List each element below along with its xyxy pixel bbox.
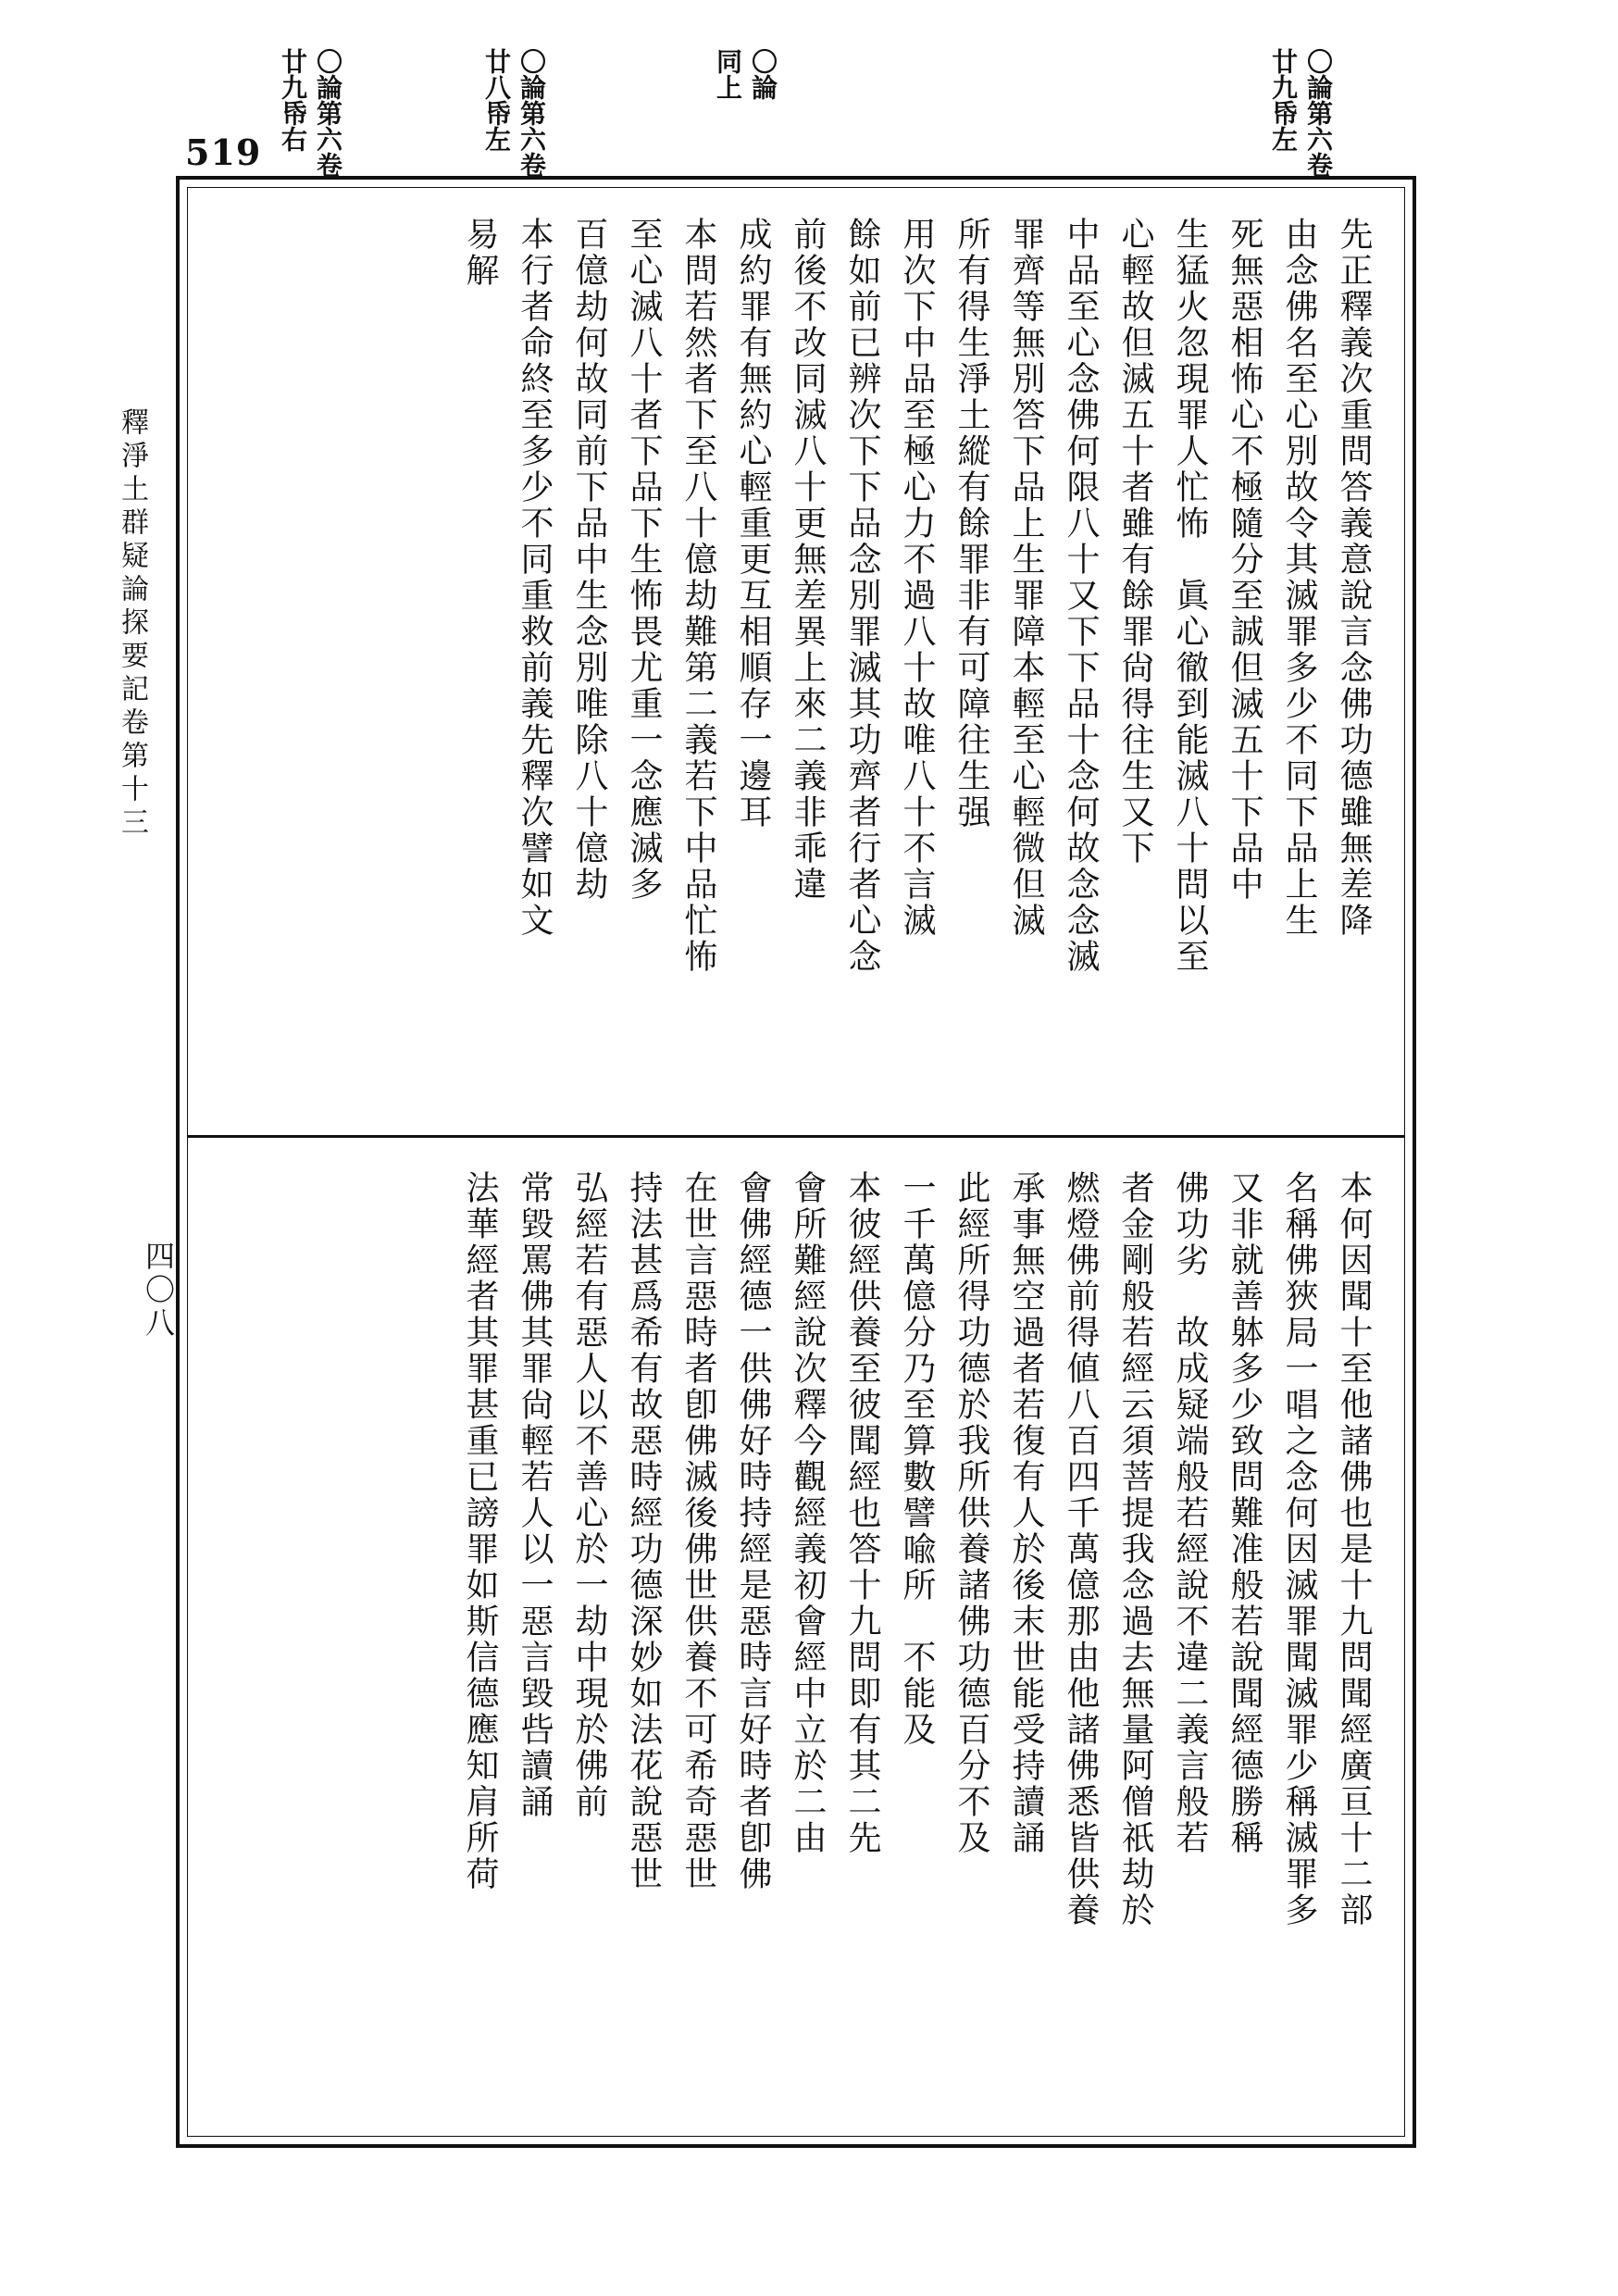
text-column: 所有得生淨土縱有餘罪非有可障往生强	[952, 217, 990, 830]
running-title: 釋淨土群疑論探要記卷第十三	[116, 407, 148, 841]
text-column: 承事無空過者若復有人於後末世能受持讀誦	[1007, 1170, 1045, 1856]
text-column: 死無惡相怖心不極隨分至誠但滅五十下品中	[1226, 217, 1263, 903]
text-column: 持法甚爲希有故惡時經功德深妙如法花說惡世	[625, 1170, 663, 1892]
text-column: 由念佛名至心別故令其滅罪多少不同下品上生	[1280, 217, 1318, 939]
text-column: 弘經若有惡人以不善心於一劫中現於佛前	[570, 1170, 608, 1820]
text-column: 此經所得功德於我所供養諸佛功德百分不及	[952, 1170, 990, 1856]
text-column: 成約罪有無約心輕重更互相順存一邊耳	[734, 217, 772, 830]
text-column: 會所難經說次釋今觀經義初會經中立於二由	[789, 1170, 827, 1856]
text-column: 心輕故但滅五十者雖有餘罪尙得往生又下	[1116, 217, 1154, 867]
reference-line: 〇論第六卷	[517, 48, 547, 178]
text-column: 燃燈佛前得値八百四千萬億那由他諸佛悉皆供養	[1062, 1170, 1100, 1928]
reference-note-2	[713, 48, 778, 100]
reference-line: 廿九帋右	[278, 48, 308, 152]
text-column: 會佛經德一供佛好時持經是惡時言好時者卽佛	[734, 1170, 772, 1892]
text-frame	[176, 176, 1416, 2148]
upper-section	[217, 217, 1375, 1124]
reference-line: 〇論第六卷	[313, 48, 343, 178]
text-column: 本何因聞十至他諸佛也是十九問聞經廣亘十二部	[1335, 1170, 1373, 1928]
reference-line: 同上	[713, 48, 743, 100]
text-column: 用次下中品至極心力不過八十故唯八十不言滅	[898, 217, 936, 939]
text-column: 名稱佛狹局一唱之念何因滅罪聞滅罪少稱滅罪多	[1280, 1170, 1318, 1928]
section-divider	[187, 1135, 1405, 1138]
text-column: 先正釋義次重問答義意說言念佛功德雖無差降	[1335, 217, 1373, 939]
text-column: 百億劫何故同前下品中生念別唯除八十億劫	[570, 217, 608, 903]
text-column: 法華經者其罪甚重已謗罪如斯信德應知肩所荷	[461, 1170, 499, 1892]
text-column: 常毀罵佛其罪尙輕若人以一惡言毀呰讀誦	[516, 1170, 554, 1820]
reference-line: 〇論第六卷	[1303, 48, 1334, 178]
leaf-number: 四〇八	[141, 1241, 176, 1341]
text-column: 本問若然者下至八十億劫難第二義若下中品忙怖	[679, 217, 717, 975]
text-column: 佛功劣 故成疑端般若經說不違二義言般若	[1171, 1170, 1209, 1856]
text-column: 者金剛般若經云須菩提我念過去無量阿僧祇劫於	[1116, 1170, 1154, 1928]
text-column: 一千萬億分乃至算數譬喩所 不能及	[898, 1170, 936, 1748]
reference-note-4	[278, 48, 342, 178]
text-column: 在世言惡時者卽佛滅後佛世供養不可希奇惡世	[679, 1170, 717, 1892]
text-column: 又非就善躰多少致問難准般若說聞經德勝稱	[1226, 1170, 1263, 1856]
text-column: 生猛火忽現罪人忙怖 眞心徹到能滅八十問以至	[1171, 217, 1209, 975]
text-column: 本彼經供養至彼聞經也答十九問即有其二先	[843, 1170, 881, 1856]
text-column: 本行者命終至多少不同重救前義先釋次譬如文	[516, 217, 554, 939]
reference-note-3	[481, 48, 546, 178]
reference-line: 〇論	[748, 48, 778, 100]
reference-line: 廿八帋左	[481, 48, 512, 152]
text-column: 前後不改同滅八十更無差異上來二義非乖違	[789, 217, 827, 903]
reference-notes	[0, 48, 1618, 187]
text-column: 餘如前已辨次下下品念別罪滅其功齊者行者心念	[843, 217, 881, 975]
lower-section	[217, 1170, 1375, 2124]
text-column: 中品至心念佛何限八十又下下品十念何故念念滅	[1062, 217, 1100, 975]
page-number: 519	[185, 131, 262, 173]
text-column: 易解	[461, 217, 499, 289]
text-column: 至心滅八十者下品下生怖畏尤重一念應滅多	[625, 217, 663, 903]
reference-line: 廿九帋左	[1268, 48, 1299, 152]
reference-note-1	[1268, 48, 1333, 178]
text-column: 罪齊等無別答下品上生罪障本輕至心輕微但滅	[1007, 217, 1045, 939]
